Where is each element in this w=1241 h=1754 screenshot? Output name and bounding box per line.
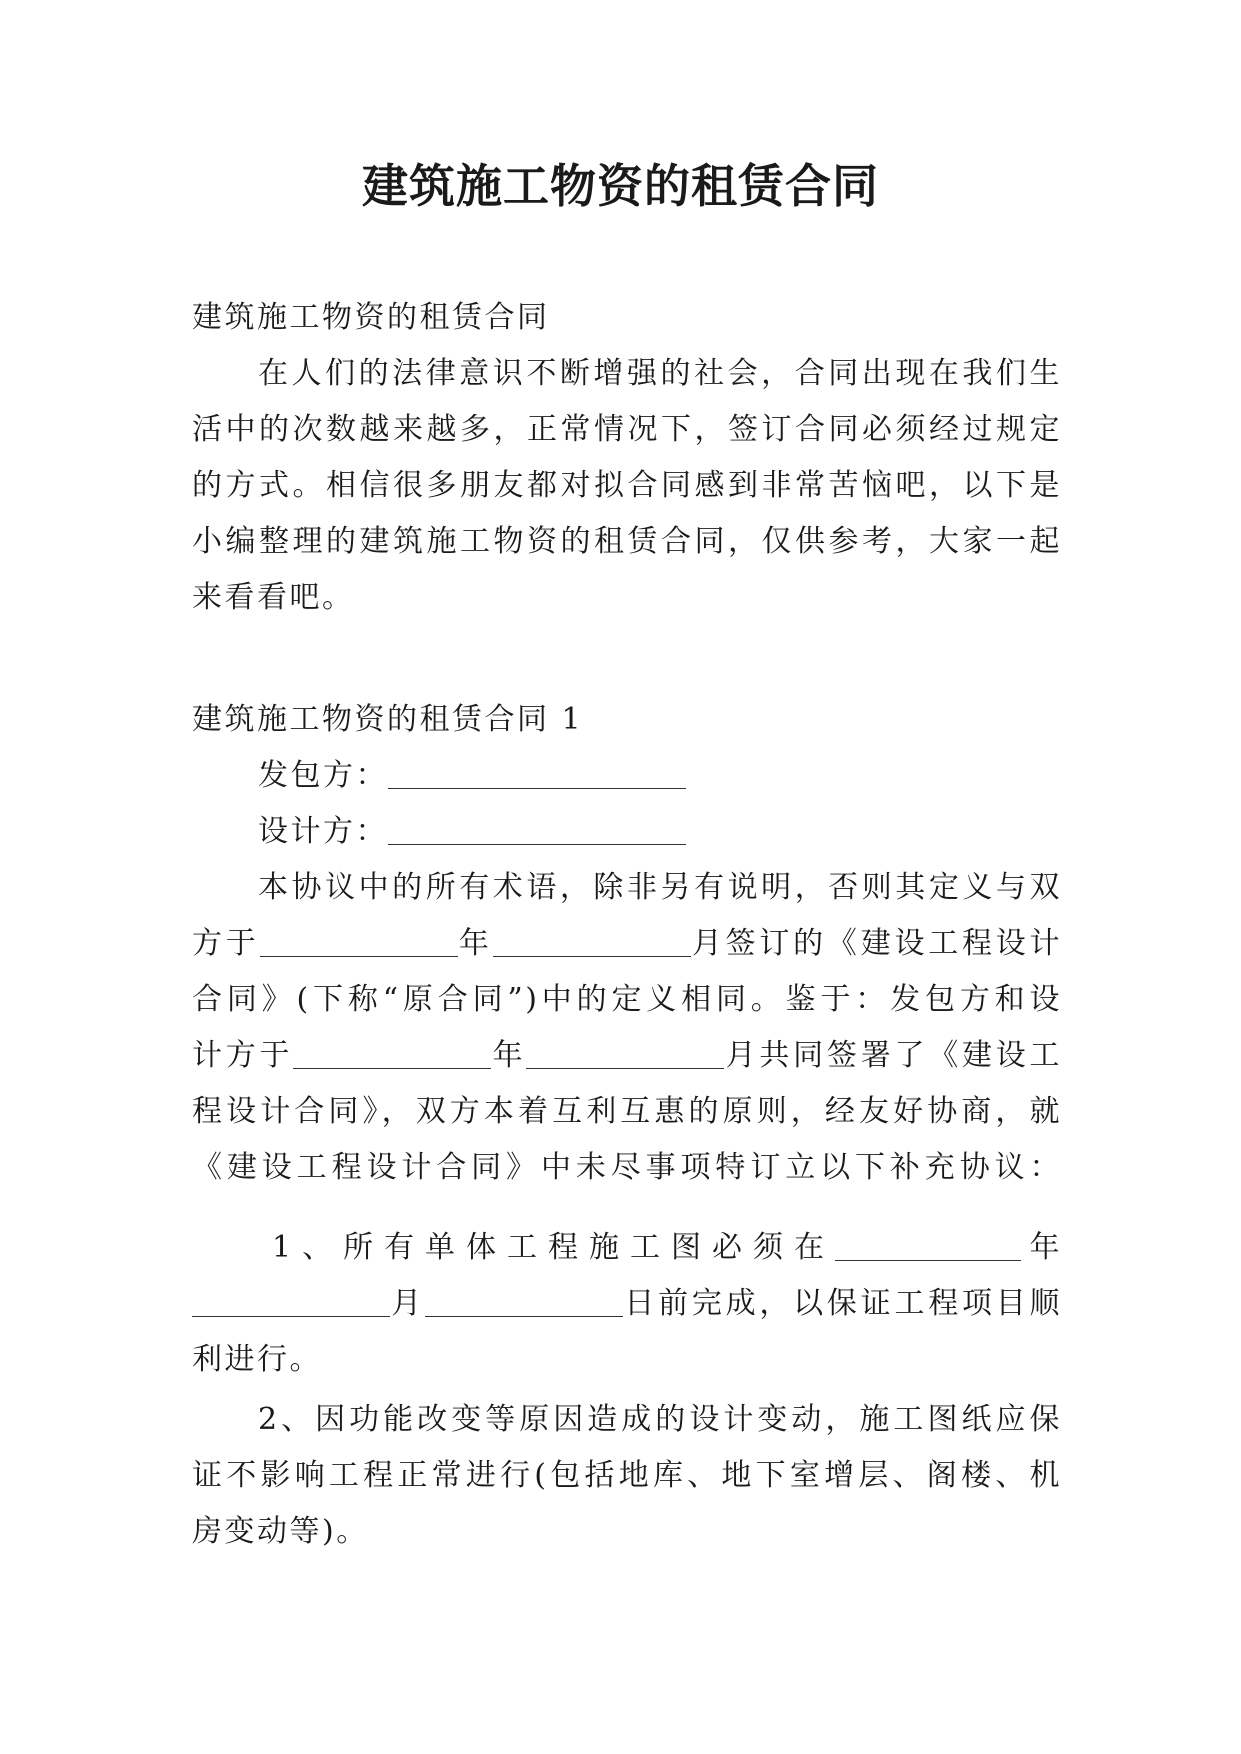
text-fragment: 月签订的《建设工程设计	[690, 926, 1063, 961]
clause-2-line-2: 证不影响工程正常进行(包括地库、地下室增层、阁楼、机	[192, 1458, 1062, 1493]
text-fragment: 计方于	[192, 1038, 294, 1073]
year-blank[interactable]	[260, 926, 458, 957]
section-title: 建筑施工物资的租赁合同 1	[192, 702, 584, 737]
intro-line-1: 在人们的法律意识不断增强的社会，合同出现在我们生	[258, 356, 1062, 391]
year-blank[interactable]	[835, 1230, 1021, 1261]
intro-line-2: 活中的次数越来越多，正常情况下，签订合同必须经过规定	[192, 412, 1062, 447]
intro-line-4: 小编整理的建筑施工物资的租赁合同，仅供参考，大家一起	[192, 524, 1062, 559]
clause-2-line-1: 2、因功能改变等原因造成的设计变动，施工图纸应保	[258, 1402, 1062, 1437]
clause-1-line-2	[192, 1284, 1062, 1324]
clause-intro-line-6: 《建设工程设计合同》中未尽事项特订立以下补充协议：	[192, 1150, 1062, 1185]
month-blank[interactable]	[493, 926, 691, 957]
clause-intro-line-5: 程设计合同》，双方本着互利互惠的原则，经友好协商，就	[192, 1094, 1062, 1129]
party-a-line	[258, 756, 1062, 796]
text-fragment: 月	[390, 1286, 426, 1321]
day-blank[interactable]	[425, 1286, 623, 1317]
clause-intro-line-2	[192, 924, 1062, 964]
text-fragment: 1、所有单体工程施工图必须在	[272, 1230, 835, 1265]
clause-intro-line-3: 合同》(下称“原合同”)中的定义相同。鉴于：发包方和设	[192, 982, 1062, 1017]
party-b-line	[258, 812, 1062, 852]
month-blank[interactable]	[192, 1286, 390, 1317]
year-blank[interactable]	[293, 1038, 491, 1069]
month-blank[interactable]	[526, 1038, 724, 1069]
clause-1-line-3: 利进行。	[192, 1342, 322, 1377]
text-fragment: 日前完成，以保证工程项目顺	[623, 1286, 1063, 1321]
party-b-label: 设计方：	[258, 814, 388, 849]
party-a-blank[interactable]	[388, 758, 686, 789]
intro-line-5: 来看看吧。	[192, 580, 355, 615]
clause-1-line-1	[272, 1228, 1062, 1268]
clause-intro-line-4	[192, 1036, 1062, 1076]
text-fragment: 月共同签署了《建设工	[724, 1038, 1063, 1073]
text-fragment: 年	[457, 926, 493, 961]
clause-intro-line-1: 本协议中的所有术语，除非另有说明，否则其定义与双	[258, 870, 1062, 905]
document-subtitle: 建筑施工物资的租赁合同	[192, 300, 550, 335]
text-fragment: 年	[1021, 1230, 1062, 1265]
text-fragment: 年	[491, 1038, 527, 1073]
party-a-label: 发包方：	[258, 758, 388, 793]
document-title: 建筑施工物资的租赁合同	[362, 159, 879, 213]
clause-2-line-3: 房变动等)。	[192, 1514, 369, 1549]
intro-line-3: 的方式。相信很多朋友都对拟合同感到非常苦恼吧，以下是	[192, 468, 1062, 503]
party-b-blank[interactable]	[388, 814, 686, 845]
text-fragment: 方于	[192, 926, 260, 961]
